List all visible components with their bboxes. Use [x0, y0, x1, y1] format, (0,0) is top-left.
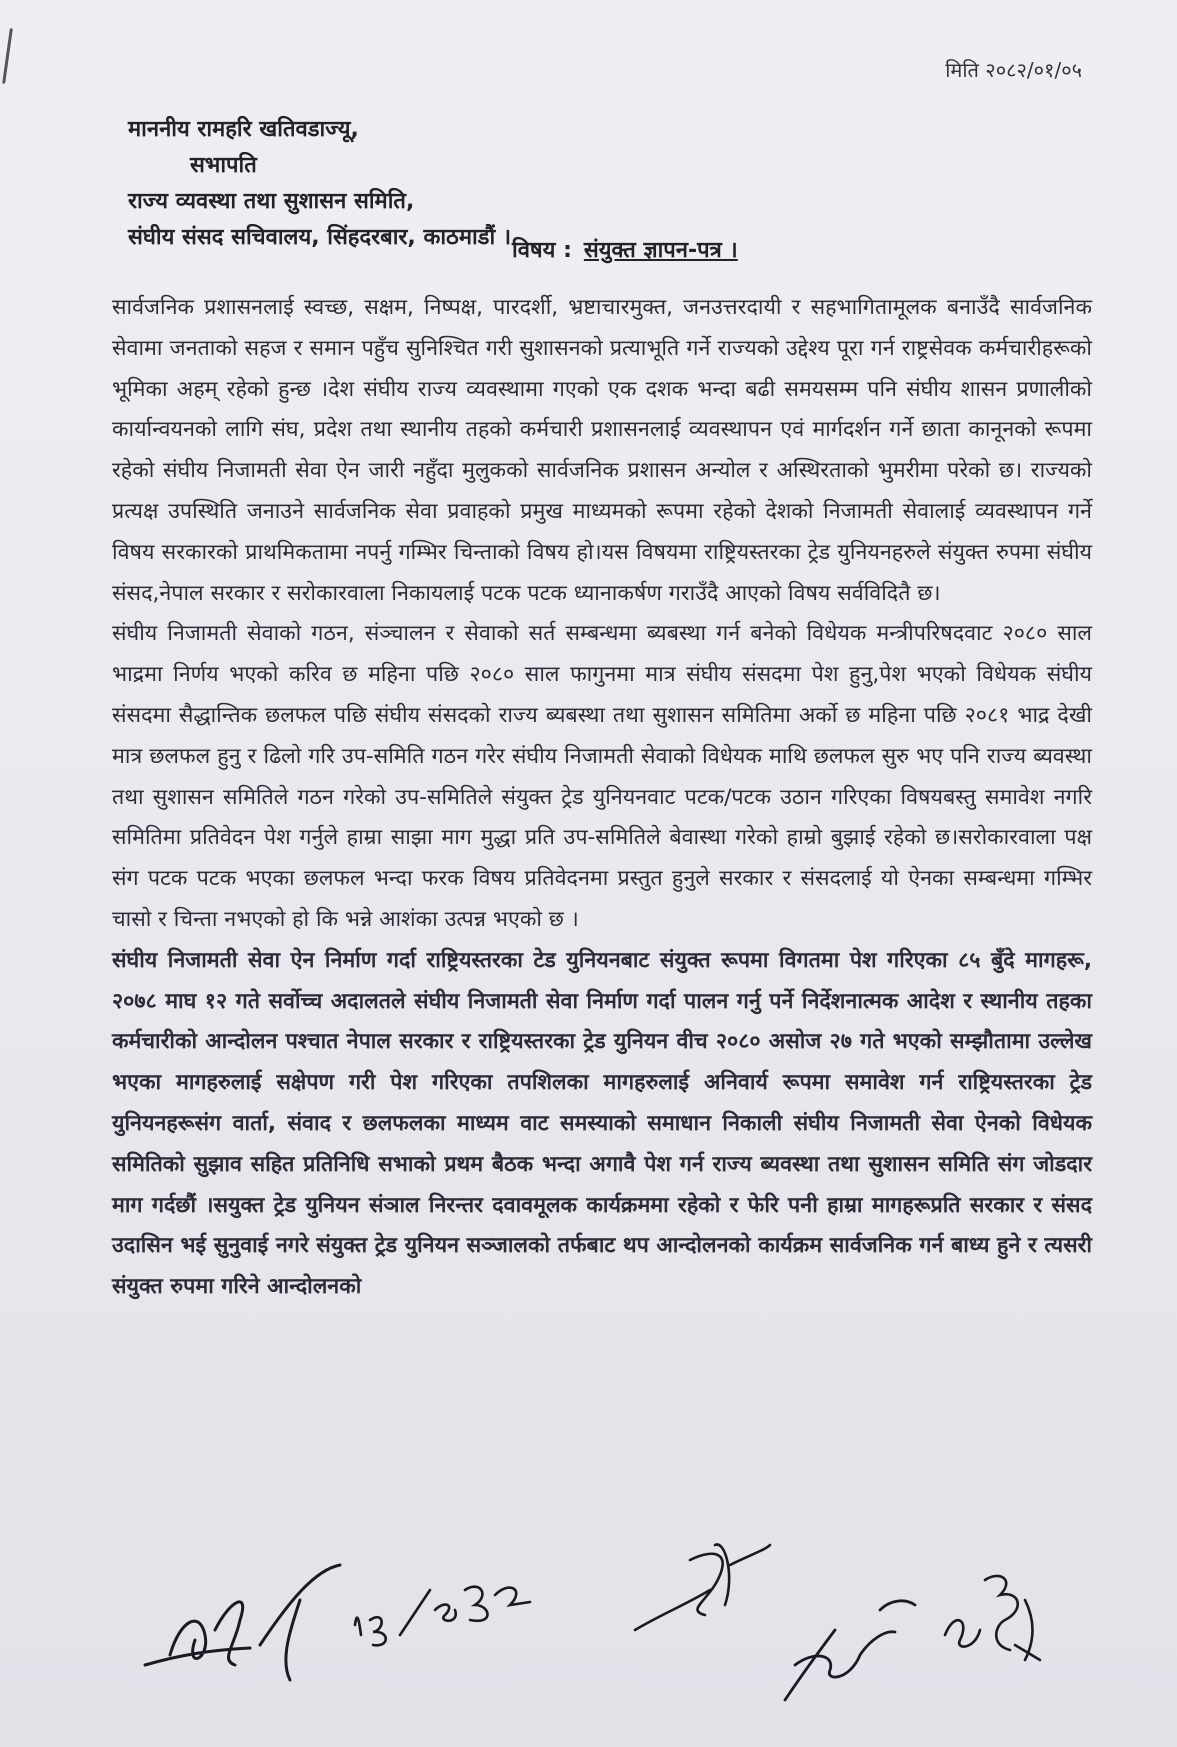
subject-text: संयुक्त ज्ञापन-पत्र ।: [583, 238, 738, 263]
recipient-name: माननीय रामहरि खतिवडाज्यू,: [128, 117, 359, 142]
subject-label: विषय :: [512, 238, 572, 263]
margin-pen-mark: [2, 28, 13, 84]
recipient-address: [128, 112, 511, 256]
recipient-committee: राज्य व्यवस्था तथा सुशासन समिति,: [128, 189, 415, 214]
signature-block: [0, 1520, 1177, 1747]
subject-line: [512, 234, 738, 264]
recipient-title: सभापति: [190, 153, 257, 178]
signature-1-date: [345, 1550, 545, 1660]
signature-4: [930, 1550, 1060, 1680]
letter-body: [112, 288, 1092, 1308]
body-paragraph-2: संघीय निजामती सेवाको गठन, संञ्चालन र सेवाको सर्त सम्बन्धमा ब्यबस्था गर्न बनेको विधेयक मन्त्रीपरिषदवाट २०८० साल भाद्रमा निर्णय भएको करिव छ महिना पछि २०८० साल फागुनमा मात्र संघीय संसदमा पेश हुनु,पेश भएको विधेयक संघीय संसदमा सैद्धान्तिक छलफल पछि संघीय संसदको राज्य ब्यबस्था तथा सुशासन समितिमा अर्को छ महिना पछि २०८१ भाद्र देखी मात्र छलफल हुनु र ढिलो गरि उप-समिति गठन गरेर संघीय निजामती सेवाको विधेयक माथि छलफल सुरु भए पनि राज्य ब्यवस्था तथा सुशासन समितिले गठन गरेको उप-समितिले संयुक्त ट्रेड युनियनवाट पटक/पटक उठान गरिएका विषयबस्तु समावेश नगरि समितिमा प्रतिवेदन पेश गर्नुले हाम्रा साझा माग मुद्धा प्रति उप-समितिले बेवास्था गरेको हाम्रो बुझाई रहेको छ।सरोकारवाला पक्ष संग पटक पटक भएका छलफल भन्दा फरक विषय प्रतिवेदनमा प्रस्तुत हुनुले सरकार र संसदलाई यो ऐनका सम्बन्धमा गम्भिर चासो र चिन्ता नभएको हो कि भन्ने आशंका उत्पन्न भएको छ ।: [112, 621, 1092, 932]
letter-date: मिति २०८२/०१/०५: [945, 58, 1082, 82]
recipient-office: संघीय संसद सचिवालय, सिंहदरबार, काठमाडौं ।: [128, 225, 512, 250]
signature-3: [775, 1570, 935, 1710]
signature-2: [630, 1535, 780, 1645]
signature-1: [140, 1560, 370, 1700]
body-paragraph-1: सार्वजनिक प्रशासनलाई स्वच्छ, सक्षम, निष्पक्ष, पारदर्शी, भ्रष्टाचारमुक्त, जनउत्तरदायी र सहभागितामूलक बनाउँदै सार्वजनिक सेवामा जनताको सहज र समान पहुँच सुनिश्चित गरी सुशासनको प्रत्याभूति गर्ने राज्यको उद्देश्य पूरा गर्न राष्ट्रसेवक कर्मचारीहरूको भूमिका अहम् रहेको हुन्छ ।देश संघीय राज्य व्यवस्थामा गएको एक दशक भन्दा बढी समयसम्म पनि संघीय शासन प्रणालीको कार्यान्वयनको लागि संघ, प्रदेश तथा स्थानीय तहको कर्मचारी प्रशासनलाई व्यवस्थापन एवं मार्गदर्शन गर्ने छाता कानूनको रूपमा रहेको संघीय निजामती सेवा ऐन जारी नहुँदा मुलुकको सार्वजनिक प्रशासन अन्योल र अस्थिरताको भुमरीमा परेको छ। राज्यको प्रत्यक्ष उपस्थिति जनाउने सार्वजनिक सेवा प्रवाहको प्रमुख माध्यमको रूपमा रहेको देशको निजामती सेवालाई व्यवस्थापन गर्ने विषय सरकारको प्राथमिकतामा नपर्नु गम्भिर चिन्ताको विषय हो।यस विषयमा राष्ट्रियस्तरका ट्रेड युनियनहरुले संयुक्त रुपमा संघीय संसद,नेपाल सरकार र सरोकारवाला निकायलाई पटक पटक ध्यानाकर्षण गराउँदै आएको विषय सर्वविदितै छ।: [112, 295, 1092, 606]
body-paragraph-3: संघीय निजामती सेवा ऐन निर्माण गर्दा राष्ट्रियस्तरका टेड युनियनबाट संयुक्त रूपमा विगतमा पेश गरिएका ८५ बुँदे मागहरू, २०७८ माघ १२ गते सर्वोच्च अदालतले संघीय निजामती सेवा निर्माण गर्दा पालन गर्नु पर्ने निर्देशनात्मक आदेश र स्थानीय तहका कर्मचारीको आन्दोलन पश्चात नेपाल सरकार र राष्ट्रियस्तरका ट्रेड युनियन वीच २०८० असोज २७ गते भएको सम्झौतामा उल्लेख भएका मागहरुलाई सक्षेपण गरी पेश गरिएका तपशिलका मागहरुलाई अनिवार्य रूपमा समावेश गर्न राष्ट्रियस्तरका ट्रेड युनियनहरूसंग वार्ता, संवाद र छलफलका माध्यम वाट समस्याको समाधान निकाली संघीय निजामती सेवा ऐनको विधेयक समितिको सुझाव सहित प्रतिनिधि सभाको प्रथम बैठक भन्दा अगावै पेश गर्न राज्य ब्यवस्था तथा सुशासन समिति संग जोडदार माग गर्दछौं ।सयुक्त ट्रेड युनियन संञाल निरन्तर दवावमूलक कार्यक्रममा रहेको र फेरि पनी हाम्रा मागहरूप्रति सरकार र संसद उदासिन भई सुनुवाई नगरे संयुक्त ट्रेड युनियन सञ्जालको तर्फबाट थप आन्दोलनको कार्यक्रम सार्वजनिक गर्न बाध्य हुने र त्यसरी संयुक्त रुपमा गरिने आन्दोलनको: [112, 947, 1092, 1300]
